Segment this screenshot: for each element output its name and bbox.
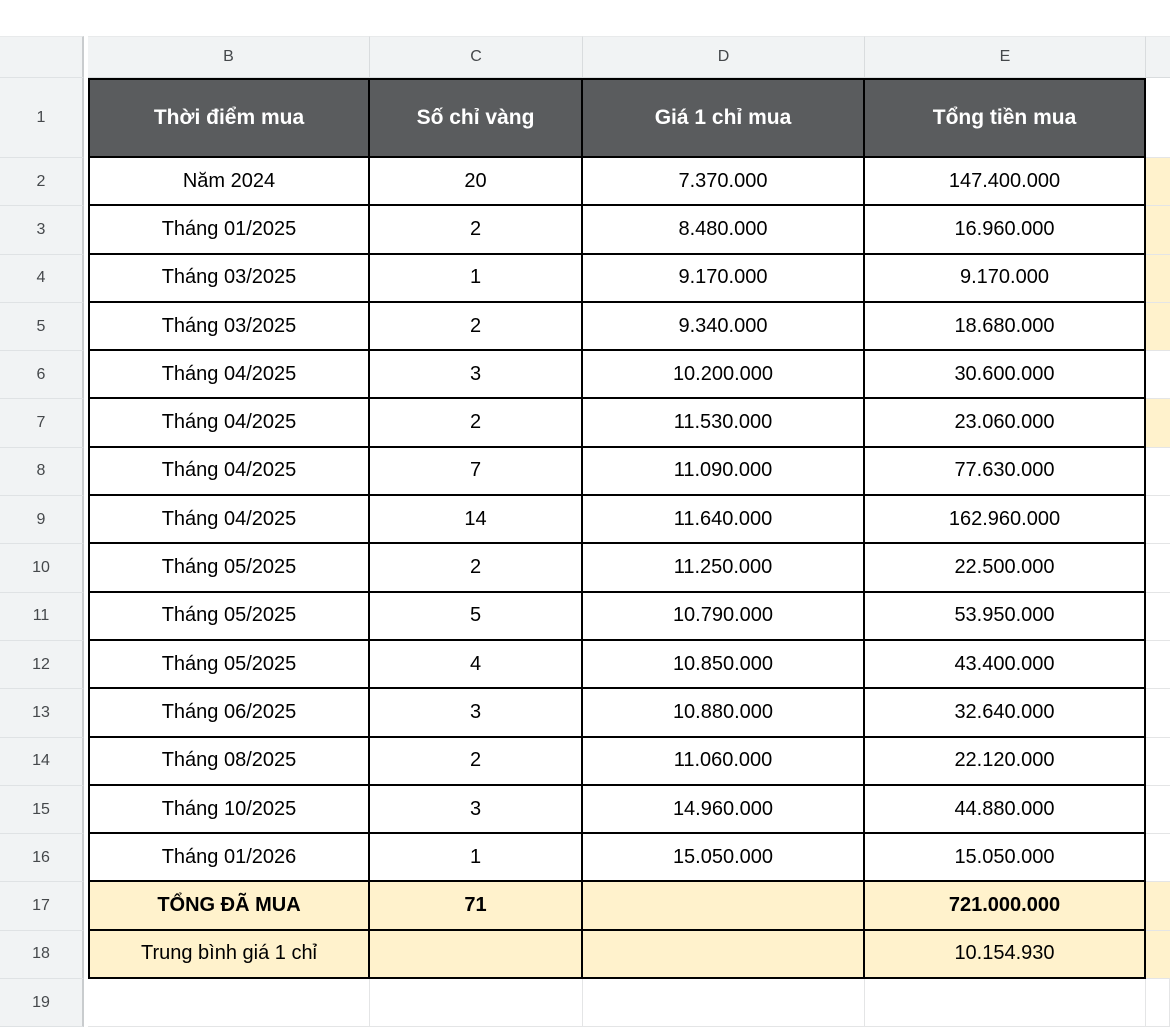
cell-b1-header-time[interactable]: Thời điểm mua xyxy=(88,78,370,158)
cell-e16[interactable]: 15.050.000 xyxy=(865,834,1146,882)
cell-d12[interactable]: 10.850.000 xyxy=(583,641,865,689)
column-header-f-partial[interactable] xyxy=(1146,36,1170,78)
cell-c4[interactable]: 1 xyxy=(370,255,583,303)
cell-b12[interactable]: Tháng 05/2025 xyxy=(88,641,370,689)
cell-d13[interactable]: 10.880.000 xyxy=(583,689,865,737)
cell-b4[interactable]: Tháng 03/2025 xyxy=(88,255,370,303)
cell-d5[interactable]: 9.340.000 xyxy=(583,303,865,351)
cell-e18-avg-value[interactable]: 10.154.930 xyxy=(865,931,1146,979)
cell-f13[interactable] xyxy=(1146,689,1170,737)
cell-d3[interactable]: 8.480.000 xyxy=(583,206,865,254)
row-header-8[interactable]: 8 xyxy=(0,448,84,496)
select-all-corner[interactable] xyxy=(0,36,84,78)
cell-f12[interactable] xyxy=(1146,641,1170,689)
cell-c5[interactable]: 2 xyxy=(370,303,583,351)
cell-b19[interactable] xyxy=(88,979,370,1027)
cell-e13[interactable]: 32.640.000 xyxy=(865,689,1146,737)
column-header-e[interactable]: E xyxy=(865,36,1146,78)
cell-b8[interactable]: Tháng 04/2025 xyxy=(88,448,370,496)
cell-b15[interactable]: Tháng 10/2025 xyxy=(88,786,370,834)
cell-c13[interactable]: 3 xyxy=(370,689,583,737)
cell-b6[interactable]: Tháng 04/2025 xyxy=(88,351,370,399)
cell-e5[interactable]: 18.680.000 xyxy=(865,303,1146,351)
cell-d10[interactable]: 11.250.000 xyxy=(583,544,865,592)
row-header-19[interactable]: 19 xyxy=(0,979,84,1027)
cell-f2[interactable] xyxy=(1146,158,1170,206)
cell-c2[interactable]: 20 xyxy=(370,158,583,206)
row-header-15[interactable]: 15 xyxy=(0,786,84,834)
cell-f7[interactable] xyxy=(1146,399,1170,447)
cell-e12[interactable]: 43.400.000 xyxy=(865,641,1146,689)
cell-f9[interactable] xyxy=(1146,496,1170,544)
cell-e4[interactable]: 9.170.000 xyxy=(865,255,1146,303)
row-header-5[interactable]: 5 xyxy=(0,303,84,351)
cell-e9[interactable]: 162.960.000 xyxy=(865,496,1146,544)
cell-d9[interactable]: 11.640.000 xyxy=(583,496,865,544)
cell-b7[interactable]: Tháng 04/2025 xyxy=(88,399,370,447)
cell-e19[interactable] xyxy=(865,979,1146,1027)
cell-b11[interactable]: Tháng 05/2025 xyxy=(88,593,370,641)
row-header-13[interactable]: 13 xyxy=(0,689,84,737)
row-header-14[interactable]: 14 xyxy=(0,738,84,786)
cell-f5[interactable] xyxy=(1146,303,1170,351)
spreadsheet-grid xyxy=(0,36,1170,1027)
cell-c14[interactable]: 2 xyxy=(370,738,583,786)
cell-c17-total-qty[interactable]: 71 xyxy=(370,882,583,930)
cell-f19[interactable] xyxy=(1146,979,1170,1027)
cell-c6[interactable]: 3 xyxy=(370,351,583,399)
cell-b10[interactable]: Tháng 05/2025 xyxy=(88,544,370,592)
cell-e14[interactable]: 22.120.000 xyxy=(865,738,1146,786)
cell-e2[interactable]: 147.400.000 xyxy=(865,158,1146,206)
cell-e6[interactable]: 30.600.000 xyxy=(865,351,1146,399)
column-header-d[interactable]: D xyxy=(583,36,865,78)
cell-c7[interactable]: 2 xyxy=(370,399,583,447)
cell-f18[interactable] xyxy=(1146,931,1170,979)
cell-d16[interactable]: 15.050.000 xyxy=(583,834,865,882)
row-header-7[interactable]: 7 xyxy=(0,399,84,447)
cell-c12[interactable]: 4 xyxy=(370,641,583,689)
row-header-10[interactable]: 10 xyxy=(0,544,84,592)
cell-b13[interactable]: Tháng 06/2025 xyxy=(88,689,370,737)
cell-c10[interactable]: 2 xyxy=(370,544,583,592)
cell-b17-total-label[interactable]: TỔNG ĐÃ MUA xyxy=(88,882,370,930)
cell-c11[interactable]: 5 xyxy=(370,593,583,641)
cell-e17-total-amount[interactable]: 721.000.000 xyxy=(865,882,1146,930)
cell-f6[interactable] xyxy=(1146,351,1170,399)
cell-e10[interactable]: 22.500.000 xyxy=(865,544,1146,592)
cell-d4[interactable]: 9.170.000 xyxy=(583,255,865,303)
cell-b14[interactable]: Tháng 08/2025 xyxy=(88,738,370,786)
cell-c16[interactable]: 1 xyxy=(370,834,583,882)
cell-d17[interactable] xyxy=(583,882,865,930)
cell-c18[interactable] xyxy=(370,931,583,979)
cell-f14[interactable] xyxy=(1146,738,1170,786)
cell-b5[interactable]: Tháng 03/2025 xyxy=(88,303,370,351)
cell-d19[interactable] xyxy=(583,979,865,1027)
row-header-9[interactable]: 9 xyxy=(0,496,84,544)
cell-b16[interactable]: Tháng 01/2026 xyxy=(88,834,370,882)
row-header-16[interactable]: 16 xyxy=(0,834,84,882)
cell-d7[interactable]: 11.530.000 xyxy=(583,399,865,447)
column-header-b[interactable]: B xyxy=(88,36,370,78)
cell-c19[interactable] xyxy=(370,979,583,1027)
cell-d6[interactable]: 10.200.000 xyxy=(583,351,865,399)
cell-e1-header-total[interactable]: Tổng tiền mua xyxy=(865,78,1146,158)
cell-e7[interactable]: 23.060.000 xyxy=(865,399,1146,447)
cell-e11[interactable]: 53.950.000 xyxy=(865,593,1146,641)
cell-b18-avg-label[interactable]: Trung bình giá 1 chỉ xyxy=(88,931,370,979)
cell-f16[interactable] xyxy=(1146,834,1170,882)
cell-d14[interactable]: 11.060.000 xyxy=(583,738,865,786)
cell-f17[interactable] xyxy=(1146,882,1170,930)
row-header-4[interactable]: 4 xyxy=(0,255,84,303)
cell-d8[interactable]: 11.090.000 xyxy=(583,448,865,496)
cell-e8[interactable]: 77.630.000 xyxy=(865,448,1146,496)
cell-e3[interactable]: 16.960.000 xyxy=(865,206,1146,254)
cell-c9[interactable]: 14 xyxy=(370,496,583,544)
cell-d15[interactable]: 14.960.000 xyxy=(583,786,865,834)
cell-b9[interactable]: Tháng 04/2025 xyxy=(88,496,370,544)
cell-c15[interactable]: 3 xyxy=(370,786,583,834)
cell-c3[interactable]: 2 xyxy=(370,206,583,254)
cell-f8[interactable] xyxy=(1146,448,1170,496)
row-header-17[interactable]: 17 xyxy=(0,882,84,930)
cell-f15[interactable] xyxy=(1146,786,1170,834)
cell-e15[interactable]: 44.880.000 xyxy=(865,786,1146,834)
row-header-6[interactable]: 6 xyxy=(0,351,84,399)
cell-c8[interactable]: 7 xyxy=(370,448,583,496)
cell-d18[interactable] xyxy=(583,931,865,979)
row-header-12[interactable]: 12 xyxy=(0,641,84,689)
cell-d1-header-price[interactable]: Giá 1 chỉ mua xyxy=(583,78,865,158)
cell-b2[interactable]: Năm 2024 xyxy=(88,158,370,206)
cell-d11[interactable]: 10.790.000 xyxy=(583,593,865,641)
cell-f3[interactable] xyxy=(1146,206,1170,254)
row-header-18[interactable]: 18 xyxy=(0,931,84,979)
row-header-11[interactable]: 11 xyxy=(0,593,84,641)
cell-f10[interactable] xyxy=(1146,544,1170,592)
cell-b3[interactable]: Tháng 01/2025 xyxy=(88,206,370,254)
row-header-2[interactable]: 2 xyxy=(0,158,84,206)
cell-c1-header-qty[interactable]: Số chỉ vàng xyxy=(370,78,583,158)
row-header-3[interactable]: 3 xyxy=(0,206,84,254)
cell-f4[interactable] xyxy=(1146,255,1170,303)
cell-f11[interactable] xyxy=(1146,593,1170,641)
column-header-c[interactable]: C xyxy=(370,36,583,78)
row-header-1[interactable]: 1 xyxy=(0,78,84,158)
cell-d2[interactable]: 7.370.000 xyxy=(583,158,865,206)
cell-f1[interactable] xyxy=(1146,78,1170,158)
